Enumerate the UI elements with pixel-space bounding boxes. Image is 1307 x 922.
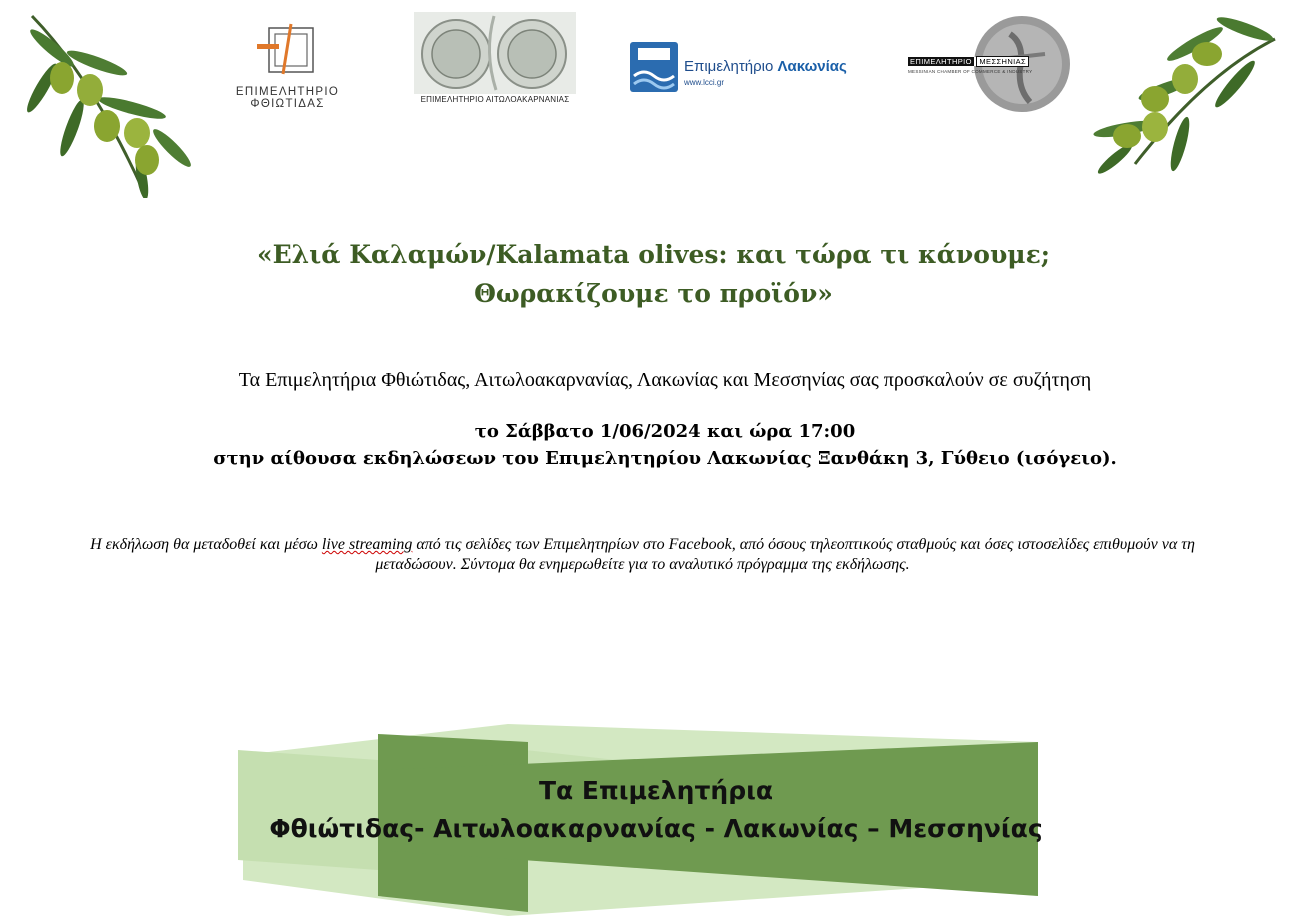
logo-aitoloakarnania-text: ΕΠΙΜΕΛΗΤΗΡΙΟ ΑΙΤΩΛΟΑΚΑΡΝΑΝΙΑΣ <box>420 95 570 104</box>
logo-lakonia <box>630 40 875 95</box>
logo-messinia-prefix: ΕΠΙΜΕΛΗΤΗΡΙΟ <box>910 57 972 66</box>
streaming-note <box>50 535 1235 575</box>
logo-messinia <box>905 14 1075 114</box>
logo-lakonia-prefix: Επιμελητήριο <box>684 58 774 75</box>
note-part2: από τις σελίδες των Επιμελητηρίων στο Facebook, από όσους τηλεοπτικούς σταθμούς και όσες ιστοσελίδες επιθυμούν να τη μεταδώσουν. Σύντομα θα ενημερωθείτε για το αναλυτικό πρόγραμμα της εκδήλωσης. <box>375 536 1195 573</box>
event-title-line2: Θωρακίζουμε το προϊόν» <box>474 279 833 308</box>
coins-emblem-icon <box>414 12 576 94</box>
olive-branch-right-icon <box>1085 14 1280 179</box>
event-title-line1: «Ελιά Καλαμών/Kalamata olives: και τώρα τι κάνουμε; <box>256 240 1051 269</box>
event-location: στην αίθουσα εκδηλώσεων του Επιμελητηρίου Λακωνίας Ξανθάκη 3, Γύθειο (ισόγειο). <box>213 448 1117 469</box>
logo-lakonia-name <box>684 58 847 75</box>
logo-messinia-subtitle: MESSINIAN CHAMBER OF COMMERCE & INDUSTRY <box>908 69 1033 74</box>
event-date: το Σάββατο 1/06/2024 και ώρα 17:00 <box>474 421 856 442</box>
fthiotida-emblem-icon <box>255 22 317 77</box>
banner-left-tab <box>238 750 378 870</box>
logo-messinia-bold: ΜΕΣΣΗΝΙΑΣ <box>976 56 1029 67</box>
logo-lakonia-url: www.lcci.gr <box>684 78 725 87</box>
banner-line2: Φθιώτιδας- Αιτωλοακαρνανίας - Λακωνίας – Μεσσηνίας <box>269 814 1043 843</box>
note-part1: Η εκδήλωση θα μεταδοθεί και μέσω <box>90 536 322 553</box>
logo-lakonia-bold: Λακωνίας <box>777 58 847 75</box>
invitation-text: Τα Επιμελητήρια Φθιώτιδας, Αιτωλοακαρνανίας, Λακωνίας και Μεσσηνίας σας προσκαλούν σε συζήτηση <box>238 369 1092 391</box>
logo-messinia-name <box>908 57 1029 66</box>
logo-fthiotida-text: ΕΠΙΜΕΛΗΤΗΡΙΟ ΦΘΙΩΤΙΔΑΣ <box>235 86 340 110</box>
note-live-streaming: live streaming <box>321 536 413 553</box>
banner-line1: Τα Επιμελητήρια <box>538 776 774 805</box>
olive-branch-left-icon <box>22 8 192 198</box>
lakonia-emblem-icon <box>630 42 678 92</box>
logo-aitoloakarnania <box>414 12 576 107</box>
logo-fthiotida <box>200 22 375 110</box>
